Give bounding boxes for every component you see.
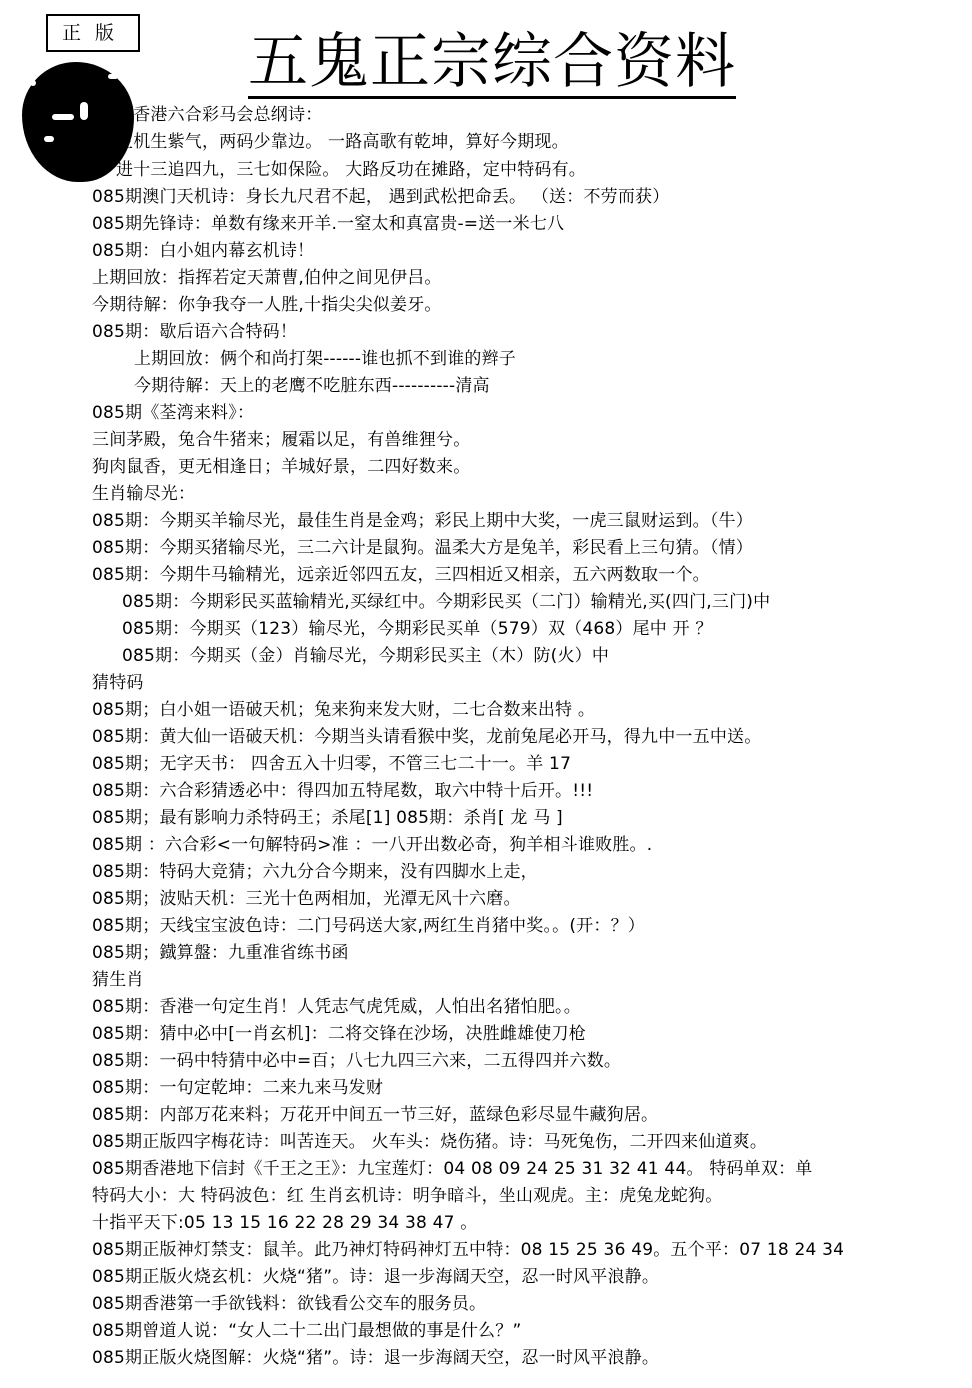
text-line: 085期：特码大竞猜；六九分合今期来，没有四脚水上走，: [92, 862, 538, 882]
text-line: 085期；鐡算盤：九重准省练书函: [92, 943, 349, 963]
text-line: 085期 ：六合彩<一句解特码>准 ：一八开出数必奇，狗羊相斗谁败胜。.: [92, 835, 653, 855]
text-line: 085期先锋诗：单数有缘来开羊.一窒太和真富贵-=送一米七八: [92, 214, 565, 234]
text-line: 085期正版神灯禁支：鼠羊。此乃神灯特码神灯五中特：08 15 25 36 49。五个平：07 18 24 34: [92, 1240, 845, 1260]
text-line: 085期：猜中必中[一肖玄机]：二将交锋在沙场，决胜雌雄使刀枪: [92, 1024, 586, 1044]
text-line: 085期：今期牛马输精光，远亲近邻四五友，三四相近又相亲，五六两数取一个。: [92, 565, 710, 585]
text-line: 期香港六合彩马会总纲诗：: [116, 105, 323, 125]
text-line: 狗肉鼠香，更无相逢日；羊城好景，二四好数来。: [92, 457, 471, 477]
section-heading: 猜生肖: [92, 970, 144, 990]
text-line: 085期：黄大仙一语破天机：今期当头请看猴中奖，龙前兔尾必开马，得九中一五中送。: [92, 727, 762, 747]
text-line: 085期香港第一手欲钱料：欲钱看公交车的服务员。: [92, 1294, 487, 1314]
text-line: 生机生紫气，两码少靠边。 一路高歌有乾坤，算好今期现。: [116, 132, 569, 152]
text-line: 特码大小：大 特码波色：红 生肖玄机诗：明争暗斗，坐山观虎。主：虎兔龙蛇狗。: [92, 1186, 723, 1206]
text-line: 085期正版四字梅花诗：叫苦连天。 火车头：烧伤猪。诗：马死兔伤，二开四来仙道爽。: [92, 1132, 768, 1152]
text-line: 085期：一码中特猜中必中=百；八七九四三六来，二五得四并六数。: [92, 1051, 622, 1071]
text-line: 085期正版火烧图解：火烧“猪”。诗：退一步海阔天空，忍一时风平浪静。: [92, 1348, 660, 1368]
text-line: 085期；白小姐一语破天机；兔来狗来发大财，二七合数来出特 。: [92, 700, 596, 720]
text-line: 085期正版火烧玄机：火烧“猪”。诗：退一步海阔天空，忍一时风平浪静。: [92, 1267, 660, 1287]
text-line: 085期；无字天书： 四舍五入十归零，不管三七二十一。羊 17: [92, 754, 572, 774]
text-line: 上期回放：俩个和尚打架------谁也抓不到谁的辫子: [134, 349, 517, 369]
page-title: 五鬼正宗综合资料: [248, 27, 736, 97]
section-heading: 生肖输尽光：: [92, 484, 196, 504]
section-heading: 猜特码: [92, 673, 144, 693]
text-line: 今期待解：天上的老鹰不吃脏东西----------清高: [134, 376, 490, 396]
text-line: 085期；波贴天机：三光十色两相加，光潭无风十六磨。: [92, 889, 521, 909]
text-line: 085期：一句定乾坤：二来九来马发财: [92, 1078, 384, 1098]
text-line: 085期；天线宝宝波色诗：二门号码送大家,两红生肖猪中奖。。(开：？）: [92, 916, 645, 936]
text-line: 085期香港地下信封《千王之王》：九宝莲灯：04 08 09 24 25 31 32 41 44。 特码单双：单: [92, 1159, 813, 1179]
text-line: 085期：今期买猪输尽光，三二六计是鼠狗。温柔大方是兔羊，彩民看上三句猜。（情）: [92, 538, 753, 558]
text-line: 085期：六合彩猜透必中：得四加五特尾数，取六中特十后开。!!!: [92, 781, 594, 801]
text-line: 085期：白小姐内幕玄机诗！: [92, 241, 315, 261]
text-line: 085期《荃湾来料》：: [92, 403, 255, 423]
text-line: 进十三追四九，三七如保险。 大路反功在摊路，定中特码有。: [116, 160, 587, 180]
text-line: 085期：今期买（123）输尽光，今期彩民买单（579）双（468）尾中 开 ？: [122, 619, 713, 639]
text-line: 085期：内部万花来料；万花开中间五一节三好，蓝绿色彩尽显牛藏狗居。: [92, 1105, 659, 1125]
text-line: 085期澳门天机诗：身长九尺君不起， 遇到武松把命丢。 （送：不劳而获）: [92, 187, 670, 207]
text-line: 085期：今期买羊输尽光，最佳生肖是金鸡；彩民上期中大奖，一虎三鼠财运到。（牛）: [92, 511, 753, 531]
text-line: 085期：今期买（金）肖输尽光，今期彩民买主（木）防(火）中: [122, 646, 610, 666]
text-line: 十指平天下:05 13 15 16 22 28 29 34 38 47 。: [92, 1213, 478, 1233]
edition-badge: 正 版: [46, 14, 140, 52]
text-line: 085期：今期彩民买蓝输精光,买绿红中。今期彩民买（二门）输精光,买(四门,三门)中: [122, 592, 771, 612]
text-line: 今期待解：你争我夺一人胜,十指尖尖似姜牙。: [92, 295, 442, 315]
text-line: 085期曾道人说：“女人二十二出门最想做的事是什么？”: [92, 1321, 522, 1341]
text-line: 上期回放：指挥若定天萧曹,伯仲之间见伊吕。: [92, 268, 442, 288]
text-line: 085期：香港一句定生肖！人凭志气虎凭威，人怕出名猪怕肥。。: [92, 997, 581, 1017]
text-line: 三间茅殿，兔合牛猪来；履霜以足，有兽维狸兮。: [92, 430, 471, 450]
text-line: 085期；最有影响力杀特码王；杀尾[1] 085期：杀肖[ 龙 马 ]: [92, 808, 563, 828]
text-line: 085期：歇后语六合特码！: [92, 322, 298, 342]
